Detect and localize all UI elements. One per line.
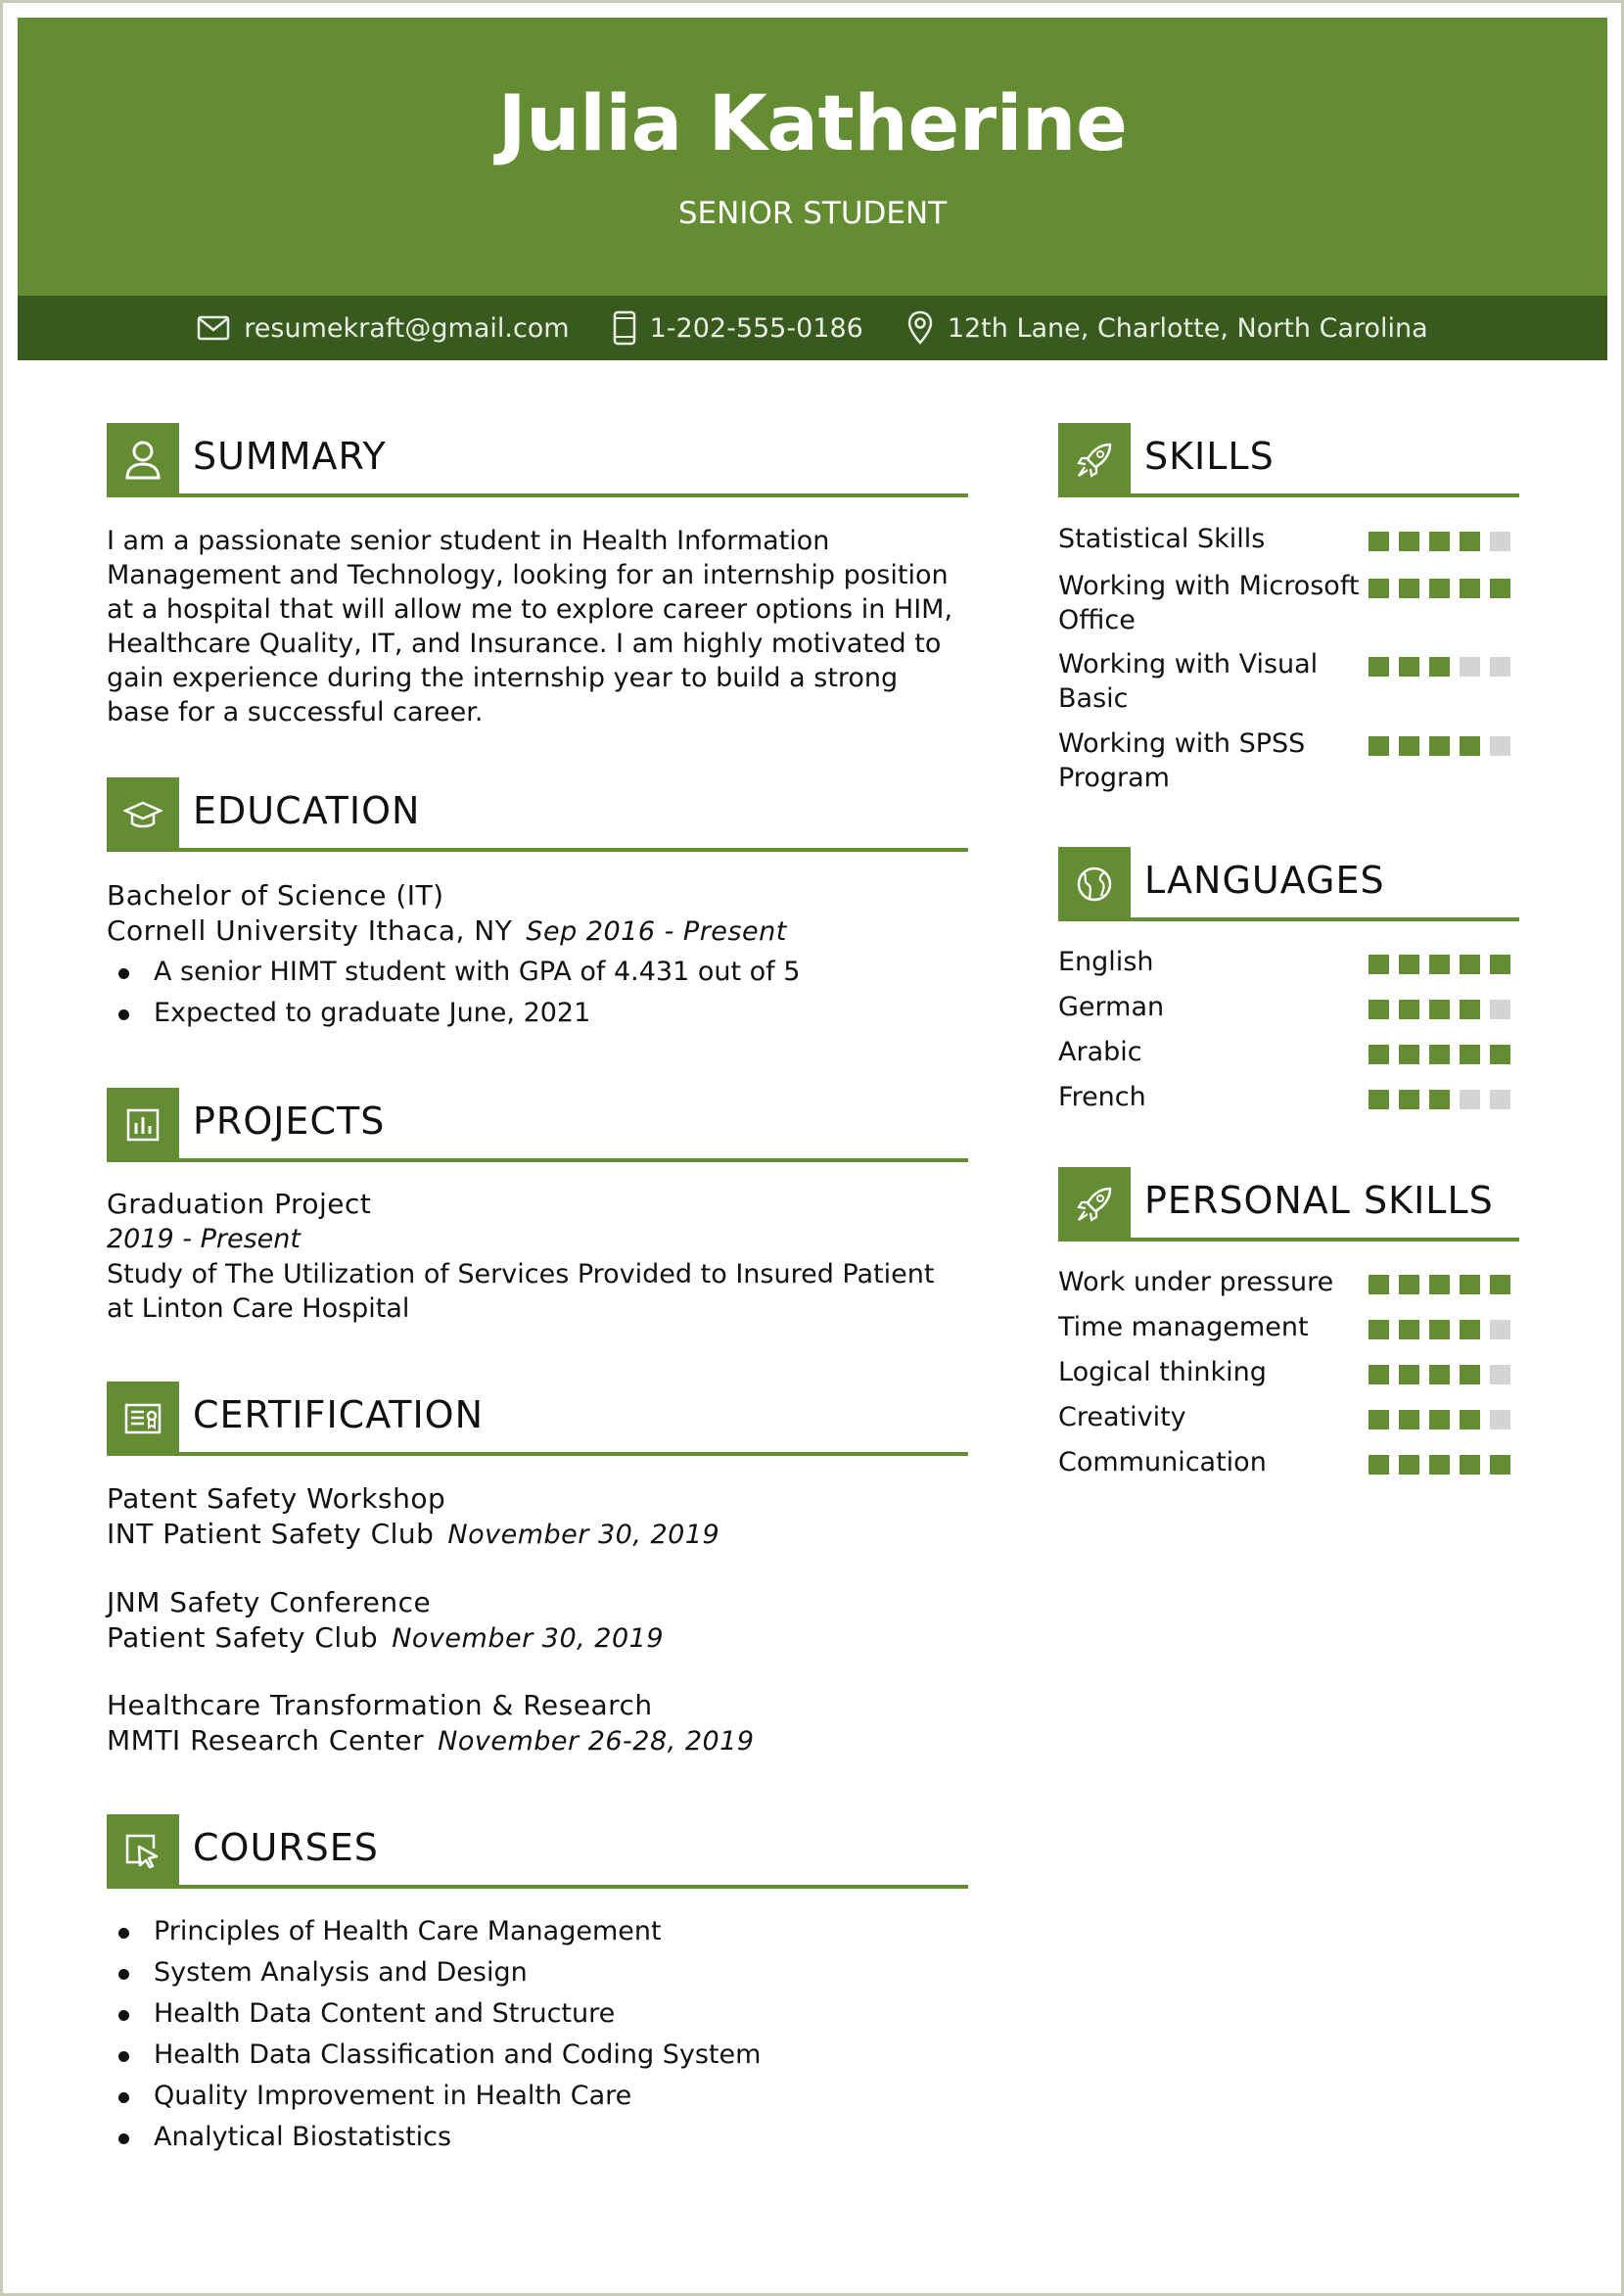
rating-dots [1369,532,1520,551]
rating-label: Statistical Skills [1058,524,1266,554]
rating-dot-filled [1429,1000,1450,1019]
rating-dot-empty [1490,532,1510,551]
list-item: Health Data Classification and Coding System [107,2035,968,2076]
rating-dot-filled [1429,1090,1450,1109]
rating-dot-filled [1460,1410,1480,1429]
section-rule [1131,1238,1519,1242]
degree: Bachelor of Science (IT) [107,879,444,912]
courses-list [107,1911,968,2158]
rating-label: Time management [1058,1312,1309,1342]
section-title: CERTIFICATION [193,1393,484,1436]
rating-dots [1369,1410,1520,1429]
rating-dot-filled [1399,736,1419,756]
rocket-icon [1058,423,1131,497]
rating-dot-filled [1460,1365,1480,1384]
rating-dot-filled [1369,532,1389,551]
rating-dot-filled [1369,955,1389,974]
list-item: Expected to graduate June, 2021 [107,993,968,1034]
rating-dot-filled [1369,579,1389,598]
skills-heading [1058,423,1519,497]
resume-page [3,3,1621,2293]
rating-label: Arabic [1058,1037,1142,1067]
rating-dots [1369,1365,1520,1384]
list-item: System Analysis and Design [107,1952,968,1993]
rating-label: Working with Microsoft Office [1058,571,1360,635]
rating-dot-filled [1429,1455,1450,1475]
rating-dot-filled [1399,1365,1419,1384]
rating-dot-filled [1399,1275,1419,1294]
section-title: PROJECTS [193,1100,386,1143]
education-heading [107,777,968,852]
rating-dots [1369,1000,1520,1019]
section-rule [179,848,968,852]
rating-label: Logical thinking [1058,1357,1267,1387]
cert-title: Healthcare Transformation & Research [107,1689,653,1721]
rating-dot-filled [1460,532,1480,551]
rating-label: German [1058,992,1165,1022]
cursor-click-icon [107,1814,179,1889]
courses-heading [107,1814,968,1889]
rating-dot-filled [1369,1410,1389,1429]
cert-org-line [107,1723,968,1759]
rating-dots [1369,955,1520,974]
rating-dot-filled [1460,955,1480,974]
rating-dot-empty [1490,657,1510,677]
rating-dot-filled [1369,1275,1389,1294]
email-text: resumekraft@gmail.com [244,312,570,344]
rating-dot-filled [1490,579,1510,598]
personal-skills-heading [1058,1167,1519,1242]
rating-dot-filled [1369,736,1389,756]
cert-org: Patient Safety Club [107,1621,379,1654]
rating-label: French [1058,1082,1146,1112]
list-item: Principles of Health Care Management [107,1911,968,1952]
rating-dot-filled [1369,1000,1389,1019]
address-text: 12th Lane, Charlotte, North Carolina [947,312,1428,344]
education-bullets [107,952,968,1034]
cert-org-line [107,1620,968,1657]
rating-dots [1369,657,1520,677]
rating-dot-filled [1429,955,1450,974]
rating-dots [1369,1275,1520,1294]
rating-dot-filled [1460,1320,1480,1339]
rating-dot-filled [1460,1275,1480,1294]
rating-dots [1369,1045,1520,1064]
education-entry [107,878,968,1034]
globe-icon [1058,847,1131,921]
rating-dot-empty [1460,1090,1480,1109]
rating-dot-filled [1429,1045,1450,1064]
rating-dot-filled [1399,579,1419,598]
section-rule [179,1452,968,1456]
rating-dot-filled [1399,1000,1419,1019]
rating-dot-empty [1490,736,1510,756]
certification-item [107,1585,968,1657]
bar-chart-icon [107,1088,179,1162]
rating-dot-filled [1490,955,1510,974]
location-pin-icon [906,310,934,346]
cert-date: November 30, 2019 [392,1623,664,1654]
project-title: Graduation Project [107,1188,372,1220]
section-title: PERSONAL SKILLS [1144,1179,1494,1222]
summary-text: I am a passionate senior student in Health Information Management and Technology, looking for an internship position at a hospital that will allow me to explore career options in HIM, Healthcare Quality, IT, and Insurance. I am highly motivated to gain experience during the internship year to build a strong base for a successful career. [107,526,953,727]
rating-label: Working with SPSS Program [1058,728,1306,793]
rating-dots [1369,1090,1520,1109]
rating-dot-filled [1369,1455,1389,1475]
certification-item [107,1481,968,1553]
rating-label: Creativity [1058,1402,1186,1432]
project-description: Study of The Utilization of Services Provided to Insured Patient at Linton Care Hospital [107,1259,935,1324]
list-item: Health Data Content and Structure [107,1993,968,2035]
rating-dot-filled [1429,1275,1450,1294]
projects-heading [107,1088,968,1162]
list-item: A senior HIMT student with GPA of 4.431 out of 5 [107,952,968,993]
rating-dot-filled [1369,1365,1389,1384]
certificate-icon [107,1382,179,1456]
rating-dot-filled [1429,579,1450,598]
rating-dot-filled [1429,1320,1450,1339]
school: Cornell University Ithaca, NY [107,914,513,947]
section-title: SUMMARY [193,435,387,478]
rating-dot-filled [1399,532,1419,551]
header-band [18,18,1607,296]
section-title: LANGUAGES [1144,859,1385,902]
rating-dot-filled [1399,1090,1419,1109]
project-date: 2019 - Present [107,1224,301,1254]
cert-org: INT Patient Safety Club [107,1518,435,1550]
rating-dot-empty [1490,1090,1510,1109]
rating-dot-filled [1399,1320,1419,1339]
rating-dot-filled [1490,1045,1510,1064]
rating-label: Communication [1058,1447,1267,1477]
rating-label: English [1058,947,1154,977]
section-title: EDUCATION [193,789,421,832]
section-rule [1131,917,1519,921]
user-icon [107,423,179,497]
phone-text: 1-202-555-0186 [649,312,863,344]
cert-org: MMTI Research Center [107,1724,425,1757]
rating-dot-filled [1369,657,1389,677]
rating-dot-filled [1399,657,1419,677]
rating-dot-filled [1429,1410,1450,1429]
rocket-icon [1058,1167,1131,1242]
project-entry [107,1187,968,1326]
certification-heading [107,1382,968,1456]
cert-title: Patent Safety Workshop [107,1482,446,1515]
rating-dot-filled [1490,1455,1510,1475]
contact-bar [18,296,1607,360]
rating-dots [1369,736,1520,756]
rating-dot-filled [1369,1045,1389,1064]
rating-dot-filled [1399,1455,1419,1475]
rating-dot-filled [1429,657,1450,677]
cert-org-line [107,1517,968,1553]
education-date: Sep 2016 - Present [526,916,787,947]
rating-dots [1369,1455,1520,1475]
rating-dot-filled [1460,579,1480,598]
phone-icon [613,310,636,346]
school-line [107,914,968,950]
rating-dots [1369,579,1520,598]
contact-phone [613,310,863,346]
rating-dot-filled [1460,736,1480,756]
languages-heading [1058,847,1519,921]
rating-dot-empty [1490,1320,1510,1339]
rating-dot-empty [1460,657,1480,677]
rating-dot-filled [1369,1090,1389,1109]
rating-dot-empty [1490,1365,1510,1384]
cert-title: JNM Safety Conference [107,1586,432,1618]
summary-heading [107,423,968,497]
list-item: Quality Improvement in Health Care [107,2076,968,2117]
section-rule [179,1158,968,1162]
candidate-name: Julia Katherine [497,80,1128,168]
rating-dot-filled [1429,736,1450,756]
cert-date: November 26-28, 2019 [438,1726,755,1757]
cert-date: November 30, 2019 [447,1520,720,1550]
rating-dot-filled [1429,532,1450,551]
rating-dot-filled [1460,1455,1480,1475]
candidate-title: SENIOR STUDENT [677,196,948,231]
section-rule [179,493,968,497]
rating-dot-empty [1490,1000,1510,1019]
rating-dot-filled [1399,1045,1419,1064]
section-rule [1131,493,1519,497]
rating-dot-filled [1399,1410,1419,1429]
rating-dot-empty [1490,1410,1510,1429]
rating-label: Work under pressure [1058,1267,1334,1297]
rating-dot-filled [1369,1320,1389,1339]
rating-dot-filled [1490,1275,1510,1294]
graduation-cap-icon [107,777,179,852]
rating-dot-filled [1460,1000,1480,1019]
rating-dot-filled [1460,1045,1480,1064]
email-icon [197,315,230,341]
list-item: Analytical Biostatistics [107,2117,968,2158]
section-title: SKILLS [1144,435,1275,478]
rating-dot-filled [1429,1365,1450,1384]
section-title: COURSES [193,1826,379,1869]
contact-email [197,313,569,344]
certification-item [107,1688,968,1759]
contact-address [906,310,1428,346]
rating-dot-filled [1399,955,1419,974]
rating-dots [1369,1320,1520,1339]
section-rule [179,1885,968,1889]
rating-label: Working with Visual Basic [1058,649,1319,714]
